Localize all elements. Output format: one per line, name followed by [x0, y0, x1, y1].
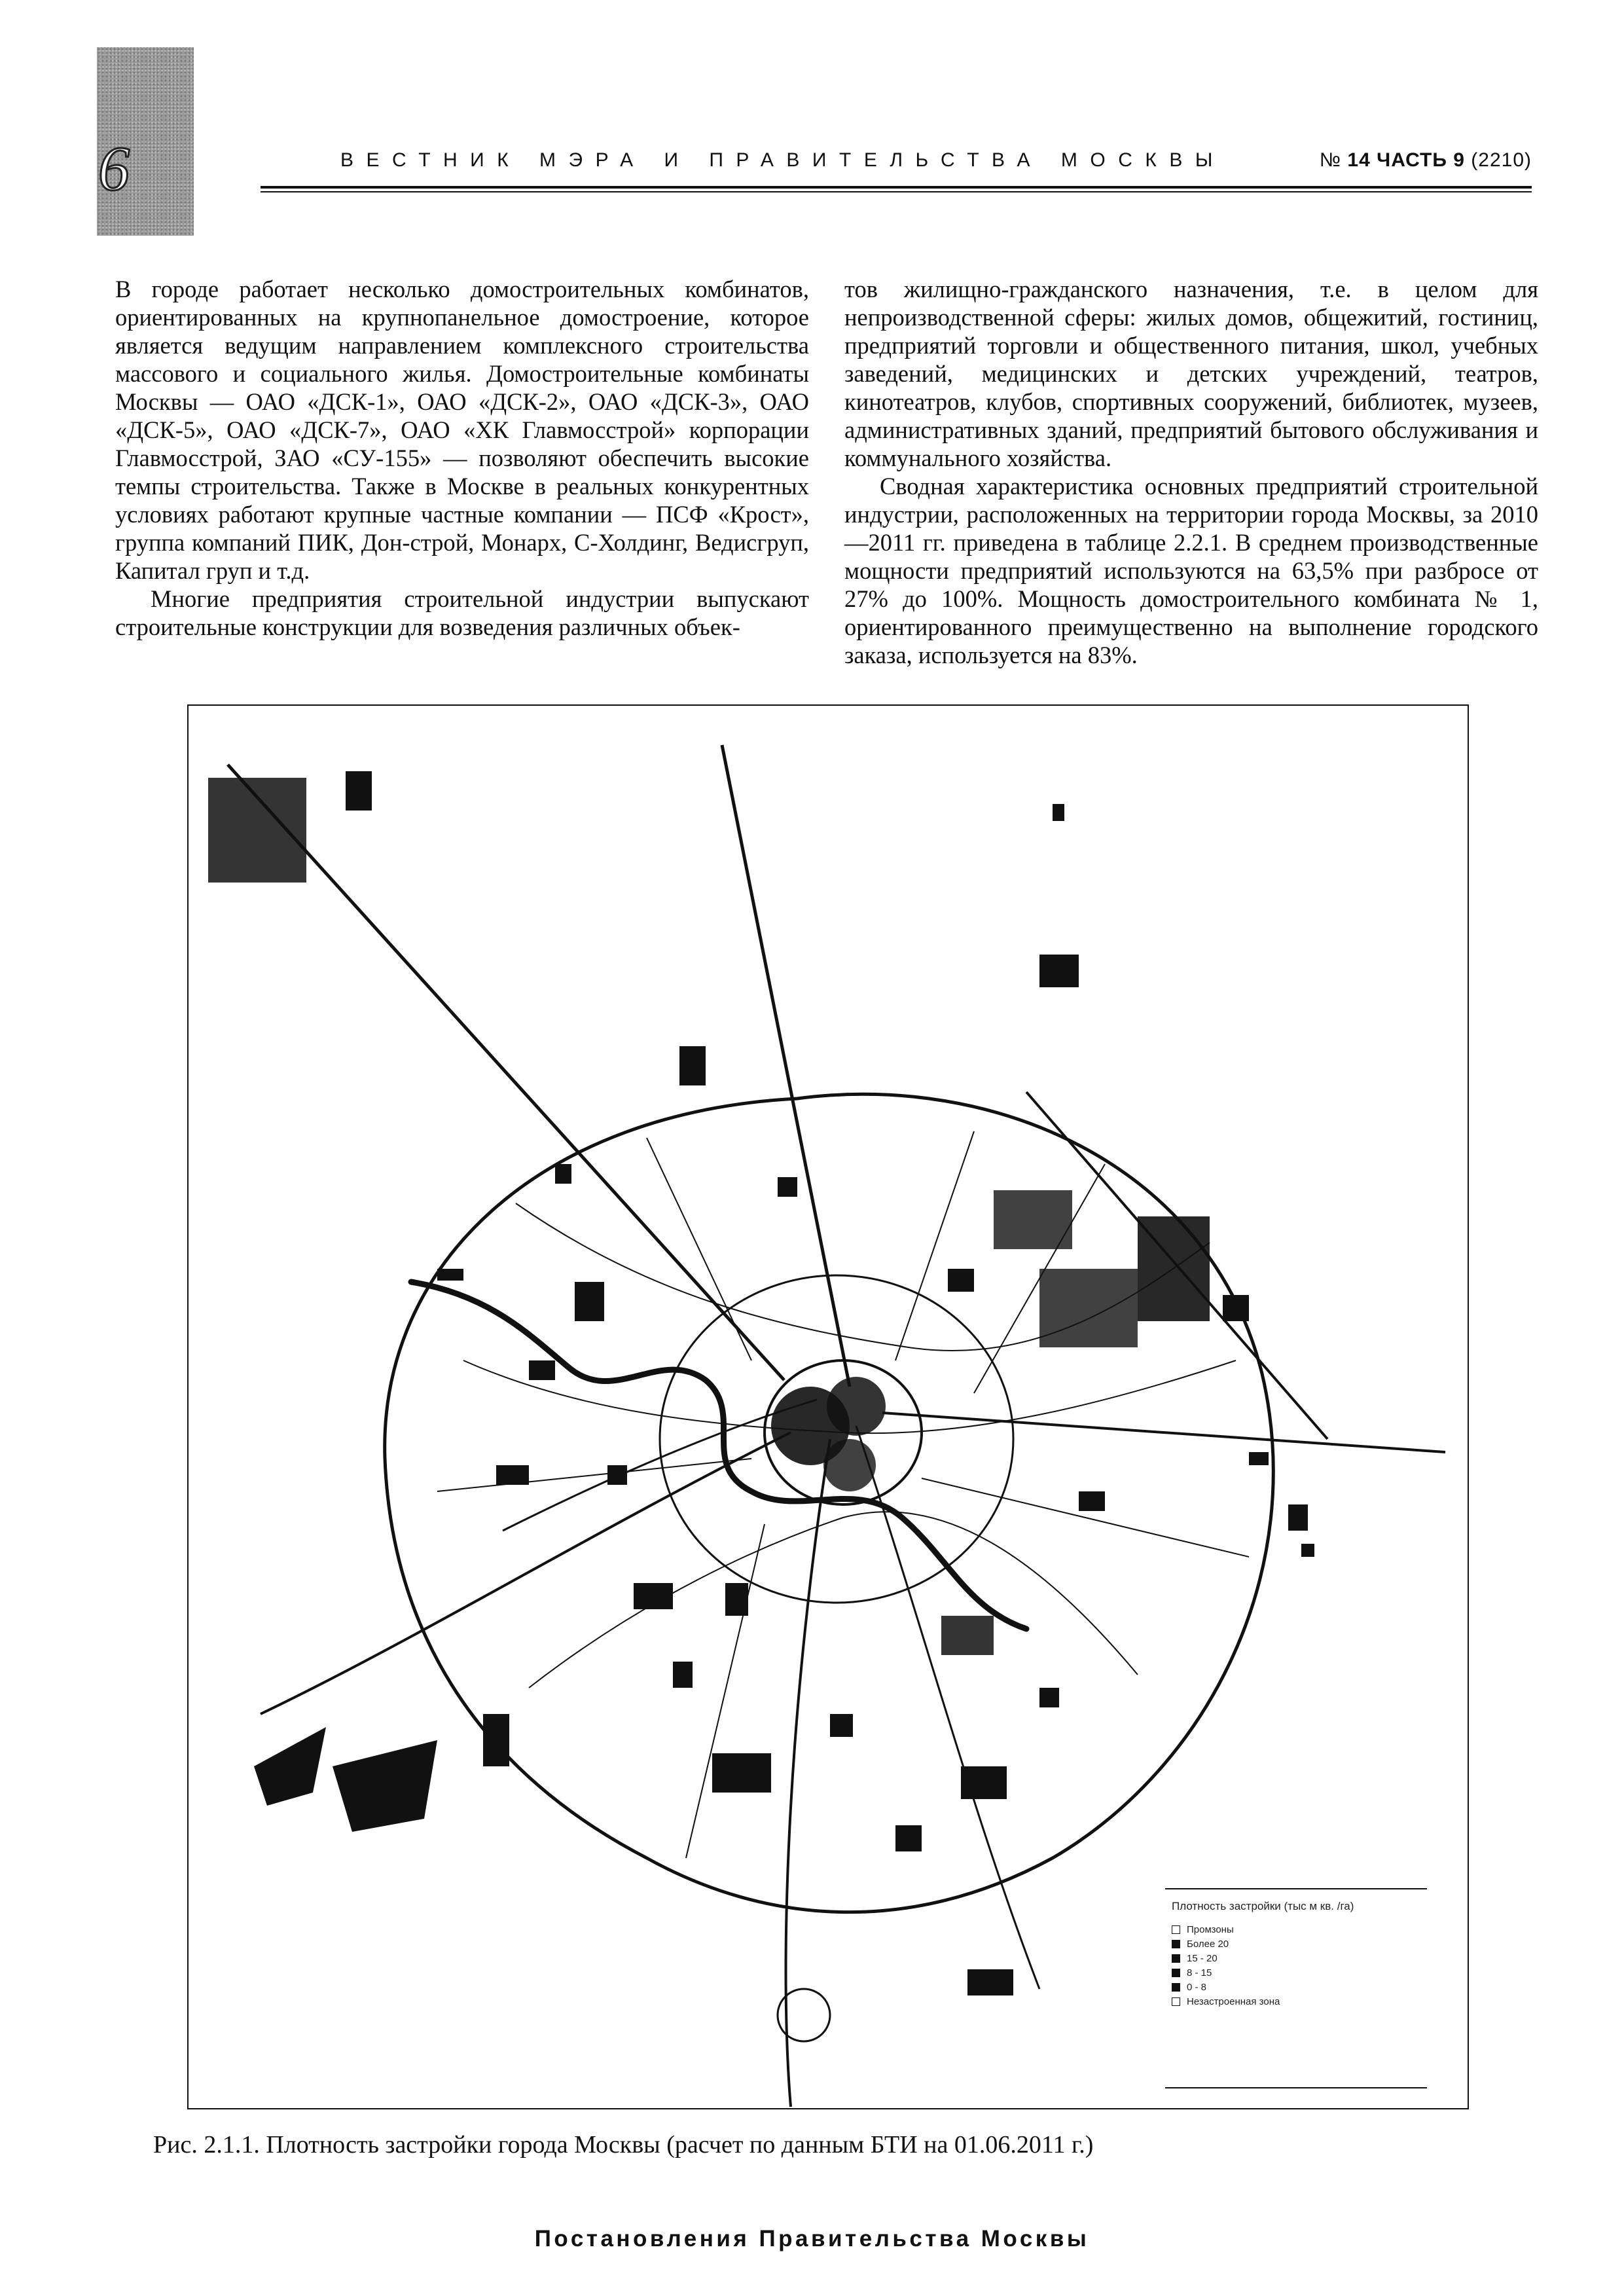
legend-label: 0 - 8 — [1187, 1981, 1207, 1993]
legend-title: Плотность застройки (тыс м кв. /га) — [1172, 1900, 1354, 1912]
legend-item — [1172, 1965, 1447, 1980]
text-column-right — [844, 275, 1538, 669]
street — [895, 1131, 974, 1360]
radial-road — [503, 1400, 817, 1531]
legend-label: Промзоны — [1187, 1923, 1234, 1935]
legend-label: Более 20 — [1187, 1938, 1229, 1950]
radial-road — [856, 1426, 1039, 1989]
journal-title: ВЕСТНИК МЭРА И ПРАВИТЕЛЬСТВА МОСКВЫ — [340, 149, 1225, 171]
legend-label: 8 - 15 — [1187, 1967, 1212, 1978]
legend-swatch — [1172, 1940, 1180, 1948]
legend-swatch — [1172, 1997, 1180, 2006]
legend-swatch — [1172, 1954, 1180, 1963]
legend-rule — [1165, 2087, 1427, 2088]
legend-swatch — [1172, 1925, 1180, 1934]
radial-road — [786, 1439, 831, 2107]
paragraph: тов жилищно-гражданского назначения, т.е. в целом для непроизводственной сферы: жилых домов, общежитий, гостиниц, предприятий торговли и общественного питания, школ, учебных заведений, медицинских и детских учреждений, театров, кинотеатров, клубов, спортивных сооружений, библиотек, музеев, административных зданий, предприятий бытового обслуживания и коммунального хозяйства. — [844, 276, 1538, 471]
paragraph: В городе работает несколько домостроительных комбинатов, ориентированных на крупнопанельное домостроение, которое является ведущим направлением комплексного строительства массового и социального жилья. Домостроительные комбинаты Москвы — ОАО «ДСК-1», ОАО «ДСК-2», ОАО «ДСК-3», ОАО «ДСК-5», ОАО «ДСК-7», ОАО «ХК Главмосстрой» корпорации Главмосстрой, ЗАО «СУ-155» — позволяют обеспечить высокие темпы строительства. Также в Москве в реальных конкурентных условиях работают крупные частные компании — ПСФ «Крост», группа компаний ПИК, Дон-строй, Монарх, С-Холдинг, Ведисгруп, Капитал груп и т.д. — [115, 276, 809, 584]
issue-no-sign: № — [1319, 149, 1342, 171]
radial-road — [722, 745, 850, 1387]
legend-swatch — [1172, 1983, 1180, 1992]
page-number: 6 — [98, 134, 130, 204]
radial-road — [882, 1413, 1445, 1452]
figure-caption: Рис. 2.1.1. Плотность застройки города Москвы (расчет по данным БТИ на 01.06.2011 г.) — [153, 2131, 1094, 2159]
legend-rule — [1165, 1888, 1427, 1889]
header-rule-thin — [261, 191, 1532, 192]
header-rule — [261, 186, 1532, 189]
issue-number: 14 — [1347, 149, 1371, 171]
river — [411, 1282, 1026, 1629]
issue-part: ЧАСТЬ 9 — [1377, 149, 1465, 171]
issue-serial: (2210) — [1471, 149, 1532, 171]
legend-swatch — [1172, 1969, 1180, 1977]
legend-label: Незастроенная зона — [1187, 1995, 1280, 2007]
paragraph: Сводная характеристика основных предприятий строительной индустрии, расположенных на территории города Москвы, за 2010—2011 гг. приведена в таблице 2.2.1. В среднем производственные мощности предприятий используются на 63,5% при разбросе от 27% до 100%. Мощность домостроительного комбината № 1, ориентированного преимущественно на выполнение городского заказа, используется на 83%. — [844, 473, 1538, 668]
paragraph: Многие предприятия строительной индустрии выпускают строительные конструкции для возведения различных объек- — [115, 585, 809, 640]
running-header — [340, 149, 1532, 175]
street — [686, 1524, 765, 1858]
map-figure — [187, 704, 1469, 2109]
running-footer: Постановления Правительства Москвы — [534, 2226, 1090, 2251]
legend-item — [1172, 1937, 1447, 1951]
issue-info — [1320, 149, 1532, 172]
legend-item — [1172, 1951, 1447, 1965]
map-legend — [1172, 1900, 1447, 2009]
text-column-left — [115, 275, 809, 641]
street — [647, 1138, 751, 1360]
legend-item — [1172, 1980, 1447, 1994]
legend-item — [1172, 1922, 1447, 1937]
legend-label: 15 - 20 — [1187, 1952, 1218, 1964]
street — [529, 1512, 1138, 1688]
legend-item — [1172, 1994, 1447, 2009]
